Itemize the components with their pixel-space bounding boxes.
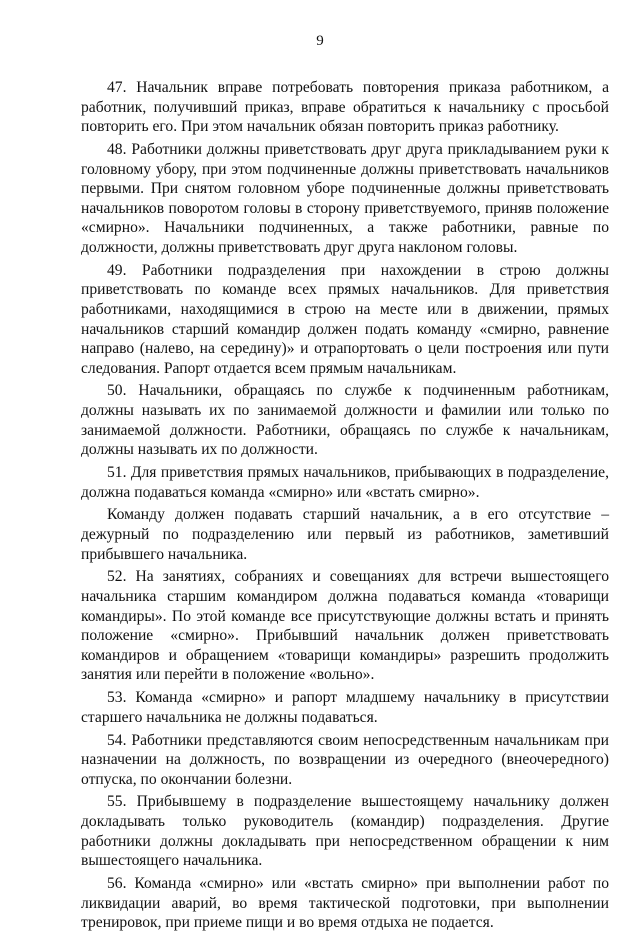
paragraph-52: 52. На занятиях, собраниях и совещаниях для встречи вышестоящего начальника старшим командиром должна подаваться команда «товарищи командиры». По этой команде все присутствующие должны встать и принять положение «смирно». Прибывший начальник должен приветствовать командиров и обращением «товарищи командиры» разрешить продолжить занятия или перейти в положение «вольно».	[81, 568, 609, 684]
paragraph-48: 48. Работники должны приветствовать друг друга прикладыванием руки к головному убору, при этом подчиненные должны приветствовать начальников первыми. При снятом головном уборе подчиненные должны приветствовать начальников поворотом головы в сторону приветствуемого, приняв положение «смирно». Начальники подчиненных, а также работники, равные по должности, должны приветствовать друг друга наклоном головы.	[81, 140, 609, 256]
paragraph-51: 51. Для приветствия прямых начальников, прибывающих в подразделение, должна подаваться команда «смирно» или «встать смирно».	[81, 464, 609, 501]
paragraph-47: 47. Начальник вправе потребовать повторения приказа работником, а работник, получивший приказ, вправе обратиться к начальнику с просьбой повторить его. При этом начальник обязан повторить приказ работнику.	[81, 79, 609, 136]
paragraph-56: 56. Команда «смирно» или «встать смирно» при выполнении работ по ликвидации аварий, во время тактической подготовки, при выполнении тренировок, при приеме пищи и во время отдыха не подается.	[81, 875, 609, 932]
paragraph-54: 54. Работники представляются своим непосредственным начальникам при назначении на должность, по возвращении из очередного (внеочередного) отпуска, по окончании болезни.	[81, 731, 609, 788]
document-body	[81, 78, 609, 936]
paragraph-53: 53. Команда «смирно» и рапорт младшему начальнику в присутствии старшего начальника не должны подаваться.	[81, 689, 609, 726]
paragraph-55: 55. Прибывшему в подразделение вышестоящему начальнику должен докладывать только руководитель (командир) подразделения. Другие работники должны докладывать при непосредственном обращении к ним вышестоящего начальника.	[81, 793, 609, 870]
paragraph-51-continued: Команду должен подавать старший начальник, а в его отсутствие – дежурный по подразделению или первый из работников, заметивший прибывшего начальника.	[81, 506, 609, 563]
page-number: 9	[316, 33, 324, 49]
paragraph-50: 50. Начальники, обращаясь по службе к подчиненным работникам, должны называть их по занимаемой должности и фамилии или только по занимаемой должности. Работники, обращаясь по службе к начальникам, должны называть их по должности.	[81, 382, 609, 459]
paragraph-49: 49. Работники подразделения при нахождении в строю должны приветствовать по команде всех прямых начальников. Для приветствия работниками, находящимися в строю на месте или в движении, прямых начальников старший командир должен подать команду «смирно, равнение направо (налево, на середину)» и отрапортовать о цели построения или пути следования. Рапорт отдается всем прямым начальникам.	[81, 261, 609, 377]
